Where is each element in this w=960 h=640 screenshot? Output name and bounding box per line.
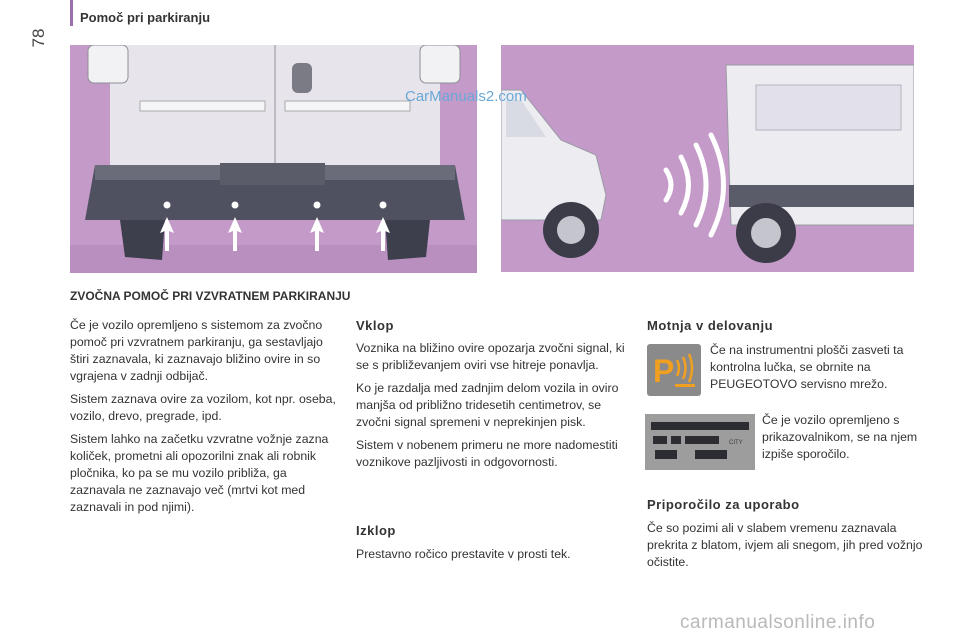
page-number: 78 [29, 28, 48, 48]
intro-paragraph: Sistem zaznava ovire za vozilom, kot npr. oseba, vozilo, drevo, pregrade, ipd. [70, 392, 336, 423]
header-accent-bar [70, 0, 73, 26]
display-city-label: CITY [729, 440, 743, 446]
vklop-title: Vklop [356, 318, 394, 333]
watermark-bottom: carmanualsonline.info [680, 612, 876, 633]
rear-van-svg [70, 45, 477, 273]
vklop-paragraph: Ko je razdalja med zadnjim delom vozila in oviro manjša od približno tridesetih centimetrov, se zvočni signal spremeni v neprekinjen pisk. [356, 381, 619, 429]
izklop-title: Izklop [356, 523, 396, 538]
vklop-paragraph: Sistem v nobenem primeru ne more nadomestiti voznikove pazljivosti in odgovornosti. [356, 438, 618, 469]
priporocilo-text: Če so pozimi ali v slabem vremenu zaznavala prekrita z blatom, ivjem ali snegom, jih pred vožnjo očistite. [647, 521, 923, 569]
sensor-3-icon [314, 202, 321, 209]
motnja-title: Motnja v delovanju [647, 318, 774, 333]
instrument-display-icon [645, 414, 755, 470]
watermark-top: CarManuals2.com [405, 88, 527, 105]
izklop-text: Prestavno ročico prestavite v prosti tek. [356, 547, 571, 561]
sensor-2-icon [232, 202, 239, 209]
intro-paragraph: Če je vozilo opremljeno s sistemom za zvočno pomoč pri vzvratnem parkiranju, ga sestavljajo štiri zaznavala, ki zaznavajo bližino ovire in so vgrajena v zadnji odbijač. [70, 318, 323, 383]
vklop-paragraph: Voznika na bližino ovire opozarja zvočni signal, ki se s približevanjem oviri vse hitreje ponavlja. [356, 341, 625, 372]
intro-paragraph: Sistem lahko na začetku vzvratne vožnje zazna količek, prometni ali opozorilni znak ali robnik pločnika, ko pa se mu vozilo približa, ga zaznavala ne zaznavajo več (mrtvi kot med zaznavali in pod njimi). [70, 432, 329, 514]
motnja-text-2: Če je vozilo opremljeno s prikazovalnikom, se na njem izpiše sporočilo. [762, 413, 918, 461]
intro-column [70, 317, 340, 522]
motnja-text-1: Če na instrumentni plošči zasveti ta kontrolna lučka, se obrnite na PEUGEOTOVO servisno mrežo. [710, 343, 904, 391]
proximity-svg [501, 45, 914, 272]
van-proximity-illustration [501, 45, 914, 272]
page-header: Pomoč pri parkiranju [80, 10, 211, 25]
section-title: ZVOČNA POMOČ PRI VZVRATNEM PARKIRANJU [70, 289, 351, 303]
rear-van-illustration [70, 45, 477, 273]
sensor-1-icon [164, 202, 171, 209]
parking-sensor-warning-icon [647, 344, 701, 396]
sensor-4-icon [380, 202, 387, 209]
svg-text:P: P [653, 353, 675, 389]
vklop-column [356, 340, 631, 477]
priporocilo-title: Priporočilo za uporabo [647, 497, 800, 512]
